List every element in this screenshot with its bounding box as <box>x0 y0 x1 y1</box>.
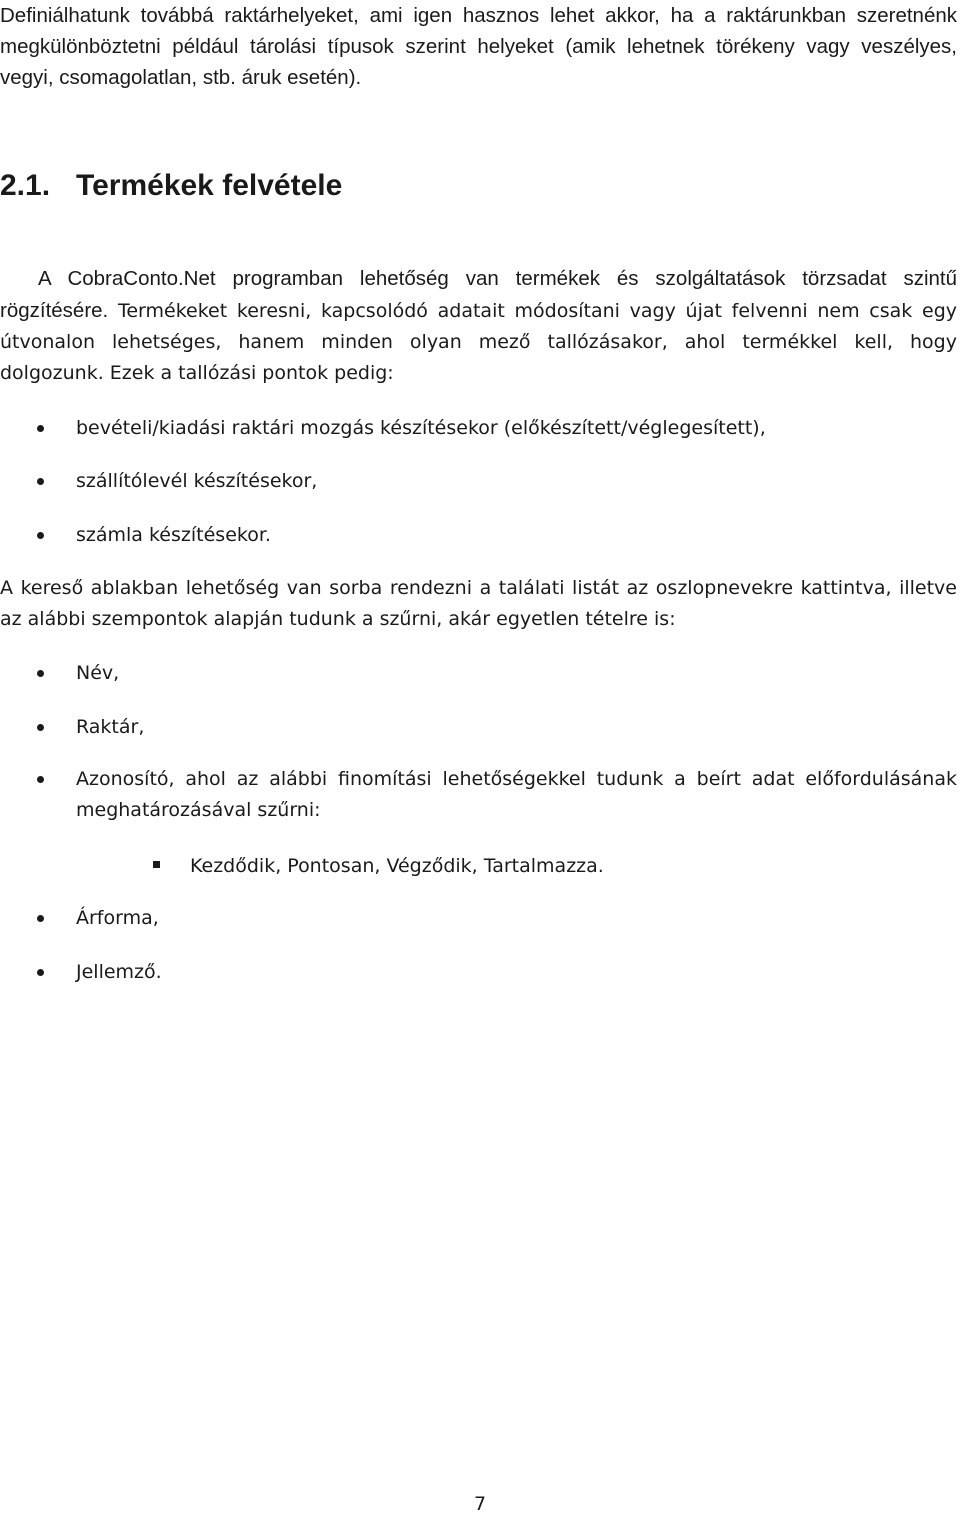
bullet-icon <box>37 724 44 731</box>
bullet-icon <box>37 776 44 783</box>
list-item-text: Raktár, <box>76 716 145 738</box>
bullet-icon <box>37 532 44 539</box>
products-paragraph-part1: A CobraConto.Net programban lehetőség van termékek és szolgáltatások törzsadat szintű rögzítésére. <box>0 267 957 322</box>
section-heading <box>0 166 342 206</box>
sublist-item-text: Kezdődik, Pontosan, Végződik, Tartalmazza. <box>190 855 604 877</box>
square-bullet-icon <box>153 861 160 868</box>
list-item-text: szállítólevél készítésekor, <box>76 470 318 492</box>
section-number: 2.1. <box>0 169 51 202</box>
list-item-text: számla készítésekor. <box>76 524 271 546</box>
list-item-text: Árforma, <box>76 907 159 929</box>
bullet-icon <box>37 478 44 485</box>
page-number: 7 <box>473 1493 487 1515</box>
bullet-icon <box>37 969 44 976</box>
bullet-icon <box>37 915 44 922</box>
list-item-text: Név, <box>76 662 120 684</box>
search-paragraph: A kereső ablakban lehetőség van sorba rendezni a találati listát az oszlopnevekre kattintva, illetve az alábbi szempontok alapján tudunk a szűrni, akár egyetlen tételre is: <box>0 577 957 630</box>
bullet-icon <box>37 425 44 432</box>
section-title: Termékek felvétele <box>76 169 343 202</box>
list-item-text: Jellemző. <box>76 961 162 983</box>
bullet-icon <box>37 670 44 677</box>
intro-paragraph: Definiálhatunk továbbá raktárhelyeket, ami igen hasznos lehet akkor, ha a raktárunkban szeretnénk megkülönböztetni például tárolási típusok szerint helyeket (amik lehetnek törékeny vagy veszélyes, vegyi, csomagolatlan, stb. áruk esetén). <box>0 4 957 89</box>
list-item-text: Azonosító, ahol az alábbi finomítási lehetőségekkel tudunk a beírt adat előfordulásának meghatározásával szűrni: <box>76 768 957 821</box>
products-paragraph-part2: Termékeket keresni, kapcsolódó adatait módosítani vagy újat felvenni nem csak egy útvonalon lehetséges, hanem minden olyan mező tallózásakor, ahol termékkel kell, hogy dolgozunk. Ezek a tallózási pontok pedig: <box>0 300 957 384</box>
products-paragraph <box>0 263 957 389</box>
list-item-text: bevételi/kiadási raktári mozgás készítésekor (előkészített/véglegesített), <box>76 417 766 439</box>
